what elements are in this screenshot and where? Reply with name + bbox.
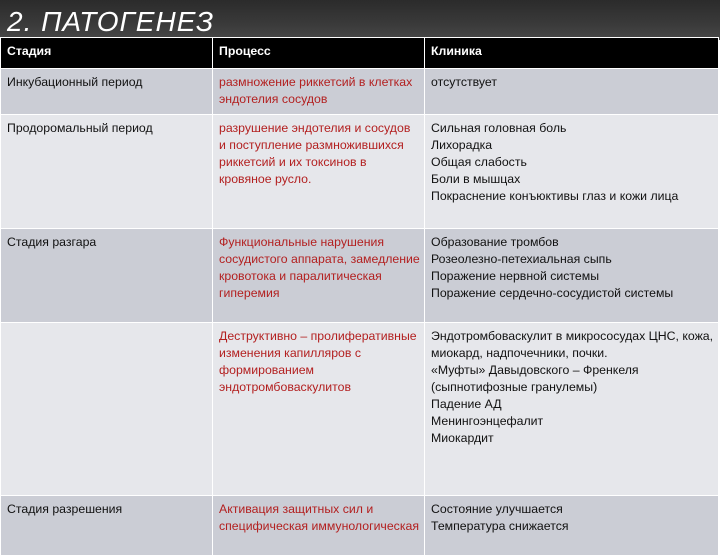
- title-bar: [0, 0, 720, 40]
- clinic-item: отсутствует: [431, 75, 497, 89]
- table-row: [1, 115, 719, 229]
- clinic-item: Розеолезно-петехиальная сыпь: [431, 252, 612, 266]
- clinic-item: Менингоэнцефалит: [431, 414, 544, 428]
- table-row: [1, 69, 719, 115]
- slide-title: 2. ПАТОГЕНЕЗ: [7, 6, 215, 37]
- clinic-item: Сильная головная боль: [431, 121, 567, 135]
- table-row: [1, 323, 719, 496]
- table-row: [1, 229, 719, 323]
- stage-cell: [1, 323, 213, 496]
- pathogenesis-table: [0, 37, 719, 556]
- process-cell: Активация защитных сил и специфическая иммунологическая: [213, 496, 425, 556]
- stage-cell: Инкубационный период: [1, 69, 213, 115]
- clinic-cell: [425, 229, 719, 323]
- stage-cell: Продоромальный период: [1, 115, 213, 229]
- clinic-item: Боли в мышцах: [431, 172, 521, 186]
- clinic-item: Эндотромбоваскулит в микрососудах ЦНС, кожа, миокард, надпочечники, почки.: [431, 329, 714, 360]
- clinic-item: Падение АД: [431, 397, 502, 411]
- header-stage: Стадия: [1, 38, 213, 69]
- clinic-item: Состояние улучшается: [431, 502, 563, 516]
- clinic-item: Температура снижается: [431, 519, 569, 533]
- clinic-item: Образование тромбов: [431, 235, 559, 249]
- clinic-item: «Муфты» Давыдовского – Френкеля (сыпнотифозные гранулемы): [431, 363, 639, 394]
- clinic-item: Общая слабость: [431, 155, 527, 169]
- clinic-cell: [425, 115, 719, 229]
- process-cell: Деструктивно – пролиферативные изменения капилляров с формированием эндотромбоваскулитов: [213, 323, 425, 496]
- table-header-row: [1, 38, 719, 69]
- stage-cell: Стадия разрешения: [1, 496, 213, 556]
- process-cell: Функциональные нарушения сосудистого аппарата, замедление кровотока и паралитическая гиперемия: [213, 229, 425, 323]
- clinic-cell: [425, 496, 719, 556]
- clinic-cell: [425, 69, 719, 115]
- clinic-item: Лихорадка: [431, 138, 493, 152]
- table-row: [1, 496, 719, 556]
- process-cell: разрушение эндотелия и сосудов и поступление размножившихся риккетсий и их токсинов в кровяное русло.: [213, 115, 425, 229]
- clinic-item: Покраснение конъюктивы глаз и кожи лица: [431, 189, 679, 203]
- stage-cell: Стадия разгара: [1, 229, 213, 323]
- header-clinic: Клиника: [425, 38, 719, 69]
- clinic-cell: [425, 323, 719, 496]
- header-process: Процесс: [213, 38, 425, 69]
- process-cell: размножение риккетсий в клетках эндотелия сосудов: [213, 69, 425, 115]
- clinic-item: Поражение сердечно-сосудистой системы: [431, 286, 674, 300]
- clinic-item: Поражение нервной системы: [431, 269, 600, 283]
- clinic-item: Миокардит: [431, 431, 494, 445]
